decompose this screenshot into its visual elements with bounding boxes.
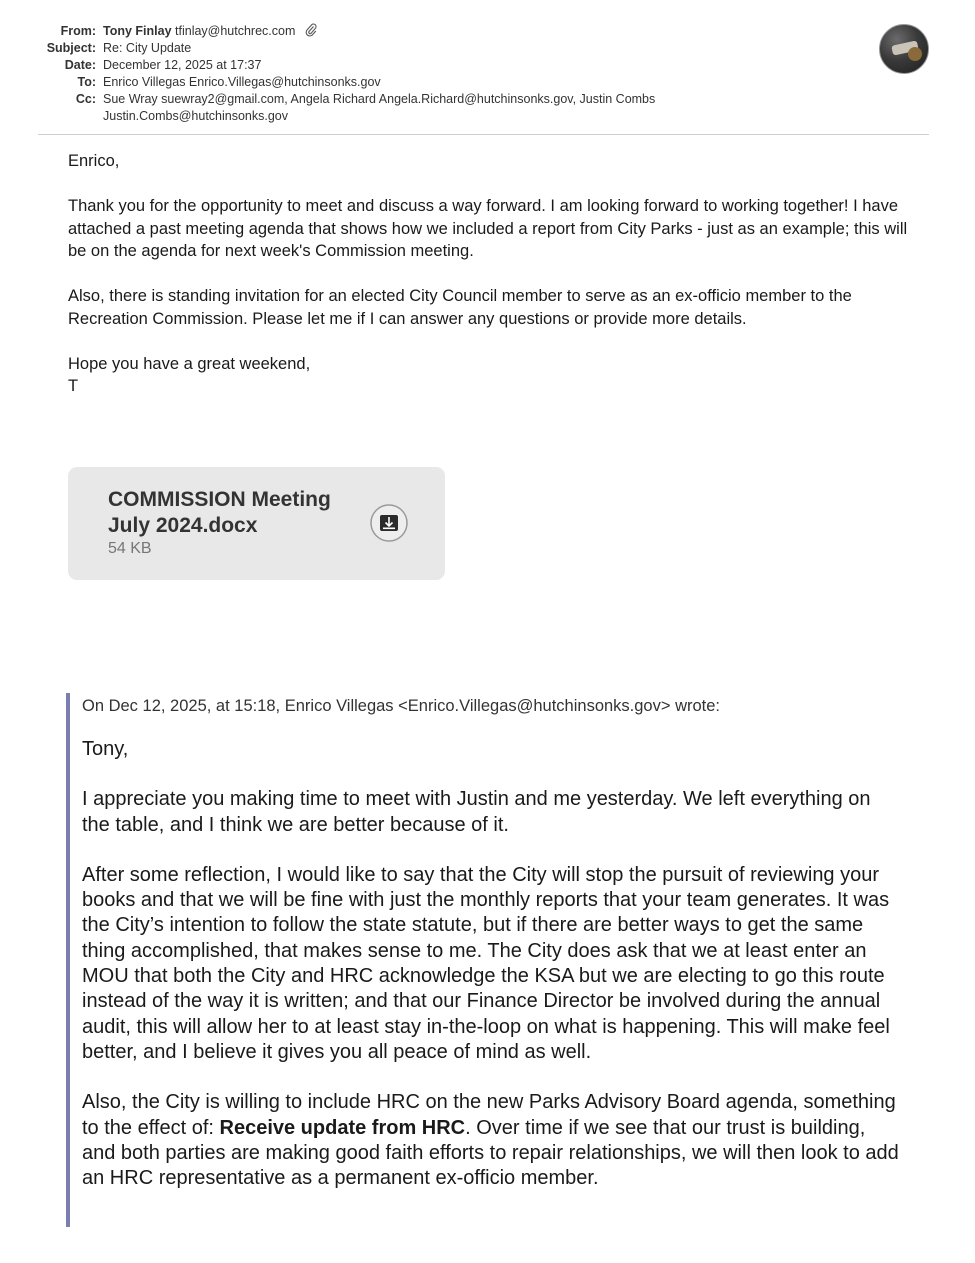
date-value: December 12, 2025 at 17:37: [103, 58, 262, 72]
cc-label: Cc:: [75, 92, 96, 106]
message-body: [68, 150, 908, 398]
quoted-message: [82, 693, 902, 1227]
attachment-card[interactable]: [68, 467, 445, 580]
message-paragraph-1: Thank you for the opportunity to meet and discuss a way forward. I am looking forward to working together! I have attached a past meeting agenda that shows how we included a report from City Parks - just as an example; this will be on the agenda for next week's Commission meeting.: [68, 197, 908, 260]
cc-row: [0, 91, 975, 108]
from-row: [0, 23, 975, 40]
from-name: Tony Finlay: [103, 24, 172, 38]
quote-header: On Dec 12, 2025, at 15:18, Enrico Villegas <Enrico.Villegas@hutchinsonks.gov> wrote:: [82, 697, 721, 715]
email-header: [0, 23, 975, 125]
quote-paragraph-3: [82, 1090, 902, 1191]
subject-row: [0, 40, 975, 57]
quote-bold-phrase: Receive update from HRC: [219, 1116, 466, 1139]
header-divider: [38, 134, 929, 135]
subject-label: Subject:: [46, 41, 96, 55]
message-signoff: Hope you have a great weekend,: [68, 354, 311, 373]
date-label: Date:: [64, 58, 96, 72]
quote-paragraph-2: After some reflection, I would like to say that the City will stop the pursuit of reviewing your books and that we will be fine with just the monthly reports that your team generates. It was the City’s intention to follow the state statute, but if there are better ways to get the same thing accomplished, that makes sense to me. The City does ask that we at least enter an MOU that both the City and HRC acknowledge the KSA but we are electing to go this route instead of the way it is written; and that our Finance Director be involved during the annual audit, this will allow her to at least stay in-the-loop on what is happening. This will make feel better, and I believe it gives you all peace of mind as well.: [82, 863, 890, 1063]
message-greeting: Enrico,: [68, 152, 120, 170]
quote-paragraph-3-start: Also, the City is willing to include HRC on the new Parks Advisory Board agenda, something to the effect of:: [82, 1091, 896, 1139]
attachment-name: [108, 487, 378, 539]
to-value[interactable]: Enrico Villegas Enrico.Villegas@hutchinsonks.gov: [103, 75, 381, 89]
to-row: [0, 74, 975, 91]
attachment-name-line2: July 2024.docx: [108, 514, 258, 537]
download-icon[interactable]: [370, 504, 408, 542]
to-label: To:: [77, 75, 96, 89]
quote-greeting: Tony,: [82, 738, 129, 760]
quote-body: [82, 737, 902, 1191]
message-signature: T: [68, 377, 79, 395]
avatar-shape-2: [908, 47, 922, 61]
from-label: From:: [60, 24, 96, 38]
sender-avatar: [879, 24, 929, 74]
quote-paragraph-3-end: . Over time if we see that our trust is building, and both parties are making good faith efforts to repair relationships, we will then look to add an HRC representative as a permanent ex-officio member.: [82, 1116, 899, 1190]
cc-value-line1[interactable]: Sue Wray suewray2@gmail.com, Angela Richard Angela.Richard@hutchinsonks.gov, Justin Combs: [103, 92, 656, 106]
date-row: [0, 57, 975, 74]
cc-row-continued: [0, 108, 975, 125]
message-paragraph-2: Also, there is standing invitation for an elected City Council member to serve as an ex-officio member to the Recreation Commission. Please let me if I can answer any questions or provide more details.: [68, 287, 852, 328]
quote-bar: [66, 693, 70, 1227]
quote-paragraph-1: I appreciate you making time to meet with Justin and me yesterday. We left everything on the table, and I think we are better because of it.: [82, 788, 871, 836]
attachment-size: 54 KB: [108, 540, 152, 557]
cc-value-line2[interactable]: Justin.Combs@hutchinsonks.gov: [103, 109, 288, 123]
subject-value: Re: City Update: [103, 41, 192, 55]
from-email[interactable]: tfinlay@hutchrec.com: [175, 24, 296, 38]
attachment-name-line1: COMMISSION Meeting: [108, 488, 331, 511]
